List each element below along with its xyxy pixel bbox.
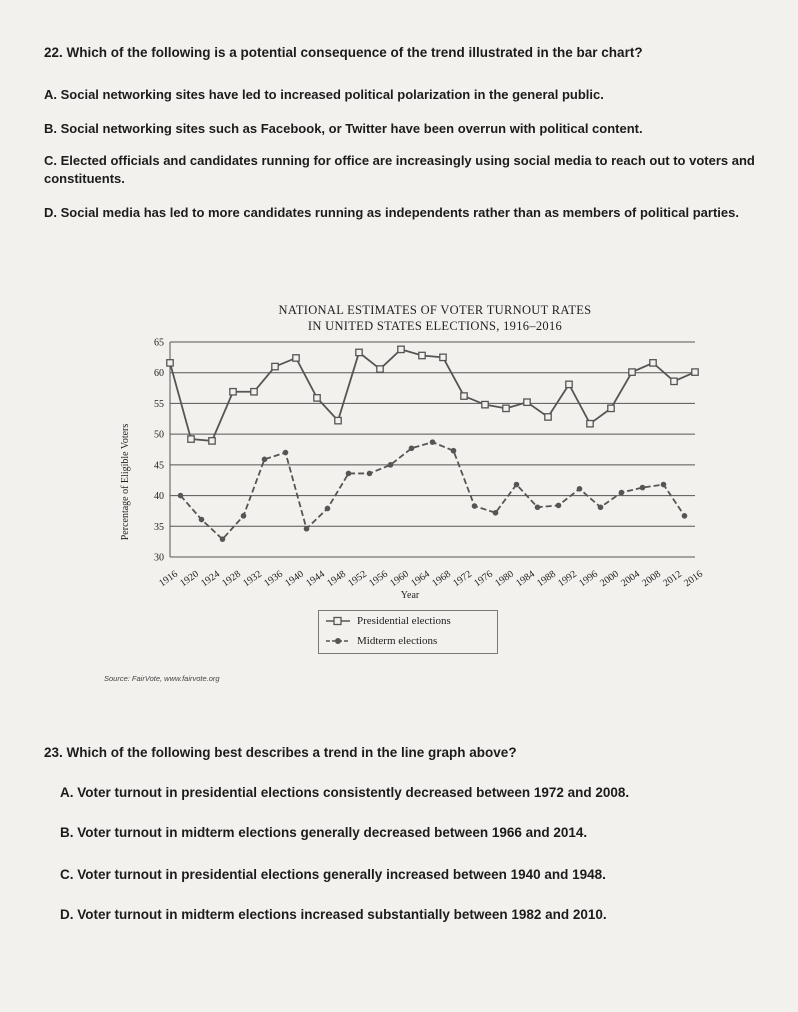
x-tick-label: 1980 <box>493 568 516 590</box>
data-point-midterm <box>640 485 646 491</box>
data-point-presidential <box>650 360 656 366</box>
q23-option-a[interactable]: A. Voter turnout in presidential elections consistently decreased between 1972 and 2008. <box>60 785 630 800</box>
series-line-presidential <box>170 349 695 441</box>
data-point-presidential <box>377 366 383 372</box>
presidential-marker-icon <box>325 616 351 626</box>
data-point-presidential <box>440 354 446 360</box>
data-point-midterm <box>346 471 352 477</box>
chart-legend <box>318 610 498 654</box>
data-point-midterm <box>178 493 184 499</box>
data-point-midterm <box>535 504 541 510</box>
y-tick-label: 50 <box>154 429 164 441</box>
data-point-midterm <box>619 490 625 496</box>
data-point-midterm <box>577 486 583 492</box>
data-point-presidential <box>608 405 614 411</box>
data-point-presidential <box>356 349 362 355</box>
q22-option-d[interactable]: D. Social media has led to more candidates running as independents rather than as members of political parties. <box>44 205 739 220</box>
chart-title: NATIONAL ESTIMATES OF VOTER TURNOUT RATES <box>278 303 592 317</box>
x-tick-label: 1940 <box>283 568 306 590</box>
x-tick-label: 2008 <box>640 568 663 590</box>
x-tick-label: 1932 <box>241 568 264 590</box>
data-point-presidential <box>671 378 677 384</box>
y-tick-label: 45 <box>154 460 164 472</box>
x-tick-label: 1968 <box>430 568 453 590</box>
x-tick-label: 1992 <box>556 568 579 590</box>
data-point-presidential <box>272 363 278 369</box>
data-point-presidential <box>587 421 593 427</box>
x-tick-label: 1928 <box>220 568 243 590</box>
x-tick-label: 1972 <box>451 568 474 590</box>
q22-option-b[interactable]: B. Social networking sites such as Facebook, or Twitter have been overrun with political content. <box>44 121 643 136</box>
x-tick-label: 1916 <box>157 568 180 590</box>
y-axis-label: Percentage of Eligible Voters <box>120 423 131 541</box>
data-point-midterm <box>493 510 499 516</box>
y-tick-label: 30 <box>154 552 164 564</box>
data-point-midterm <box>388 462 394 468</box>
data-point-presidential <box>503 405 509 411</box>
chart-source: Source: FairVote, www.fairvote.org <box>104 674 220 683</box>
x-axis-label: Year <box>400 590 420 601</box>
data-point-midterm <box>262 457 268 463</box>
legend-label-midterm: Midterm elections <box>357 635 438 647</box>
data-point-presidential <box>251 389 257 395</box>
x-tick-label: 1956 <box>367 568 390 590</box>
x-tick-label: 1944 <box>304 568 327 590</box>
data-point-presidential <box>398 346 404 352</box>
data-point-presidential <box>314 395 320 401</box>
data-point-presidential <box>335 417 341 423</box>
x-tick-label: 1960 <box>388 568 411 590</box>
data-point-midterm <box>367 471 373 477</box>
data-point-midterm <box>409 445 415 451</box>
series-line-midterm <box>181 442 685 539</box>
data-point-midterm <box>514 482 520 488</box>
question-22-text: 22. Which of the following is a potential consequence of the trend illustrated in the bar chart? <box>44 45 643 60</box>
voter-turnout-chart <box>110 292 710 622</box>
chart-gridlines <box>170 342 695 557</box>
x-tick-label: 1952 <box>346 568 369 590</box>
midterm-marker-icon <box>325 636 351 646</box>
x-tick-label: 1964 <box>409 568 432 590</box>
x-tick-label: 1996 <box>577 568 600 590</box>
data-point-midterm <box>304 526 310 532</box>
data-point-presidential <box>419 352 425 358</box>
data-point-presidential <box>524 399 530 405</box>
x-tick-label: 1988 <box>535 568 558 590</box>
data-point-midterm <box>451 448 457 454</box>
x-tick-label: 1924 <box>199 568 222 590</box>
data-point-midterm <box>472 503 478 509</box>
data-point-midterm <box>199 517 205 523</box>
data-point-presidential <box>482 401 488 407</box>
y-tick-label: 40 <box>154 491 164 503</box>
x-tick-label: 2000 <box>598 568 621 590</box>
data-point-presidential <box>566 381 572 387</box>
data-point-midterm <box>556 503 562 509</box>
x-tick-label: 2004 <box>619 568 642 590</box>
data-point-presidential <box>293 355 299 361</box>
data-point-presidential <box>188 436 194 442</box>
data-point-midterm <box>325 506 331 512</box>
legend-item-midterm <box>319 631 497 651</box>
chart-subtitle: IN UNITED STATES ELECTIONS, 1916–2016 <box>307 319 563 333</box>
y-tick-label: 60 <box>154 368 164 380</box>
data-point-presidential <box>545 414 551 420</box>
data-point-presidential <box>209 438 215 444</box>
x-axis-ticks <box>157 569 705 589</box>
data-point-midterm <box>430 439 436 445</box>
question-23-text: 23. Which of the following best describes a trend in the line graph above? <box>44 745 517 760</box>
data-point-midterm <box>598 504 604 510</box>
x-tick-label: 1984 <box>514 568 537 590</box>
y-axis-ticks <box>154 338 164 564</box>
chart-series <box>167 346 698 542</box>
data-point-midterm <box>682 513 688 519</box>
data-point-presidential <box>461 393 467 399</box>
data-point-midterm <box>241 513 247 519</box>
q22-option-a[interactable]: A. Social networking sites have led to increased political polarization in the general public. <box>44 87 604 102</box>
q22-option-c[interactable]: C. Elected officials and candidates running for office are increasingly using social media to reach out to voters and constituents. <box>44 153 755 186</box>
y-tick-label: 65 <box>154 337 164 349</box>
data-point-midterm <box>220 536 226 542</box>
legend-label-presidential: Presidential elections <box>357 615 451 627</box>
q23-option-b[interactable]: B. Voter turnout in midterm elections generally decreased between 1966 and 2014. <box>60 825 588 840</box>
x-tick-label: 2012 <box>661 568 684 590</box>
y-tick-label: 35 <box>154 521 164 533</box>
chart-svg <box>110 292 710 622</box>
data-point-presidential <box>167 360 173 366</box>
q23-option-c[interactable]: C. Voter turnout in presidential elections generally increased between 1940 and 1948. <box>60 867 606 882</box>
q23-option-d[interactable]: D. Voter turnout in midterm elections increased substantially between 1982 and 2010. <box>60 907 607 922</box>
data-point-presidential <box>629 369 635 375</box>
data-point-presidential <box>230 389 236 395</box>
y-tick-label: 55 <box>154 398 164 410</box>
x-tick-label: 1976 <box>472 568 495 590</box>
data-point-midterm <box>283 450 289 456</box>
data-point-midterm <box>661 482 667 488</box>
data-point-presidential <box>692 369 698 375</box>
x-tick-label: 1920 <box>178 568 201 590</box>
x-tick-label: 2016 <box>682 568 705 590</box>
legend-item-presidential <box>319 611 497 631</box>
x-tick-label: 1948 <box>325 568 348 590</box>
x-tick-label: 1936 <box>262 568 285 590</box>
